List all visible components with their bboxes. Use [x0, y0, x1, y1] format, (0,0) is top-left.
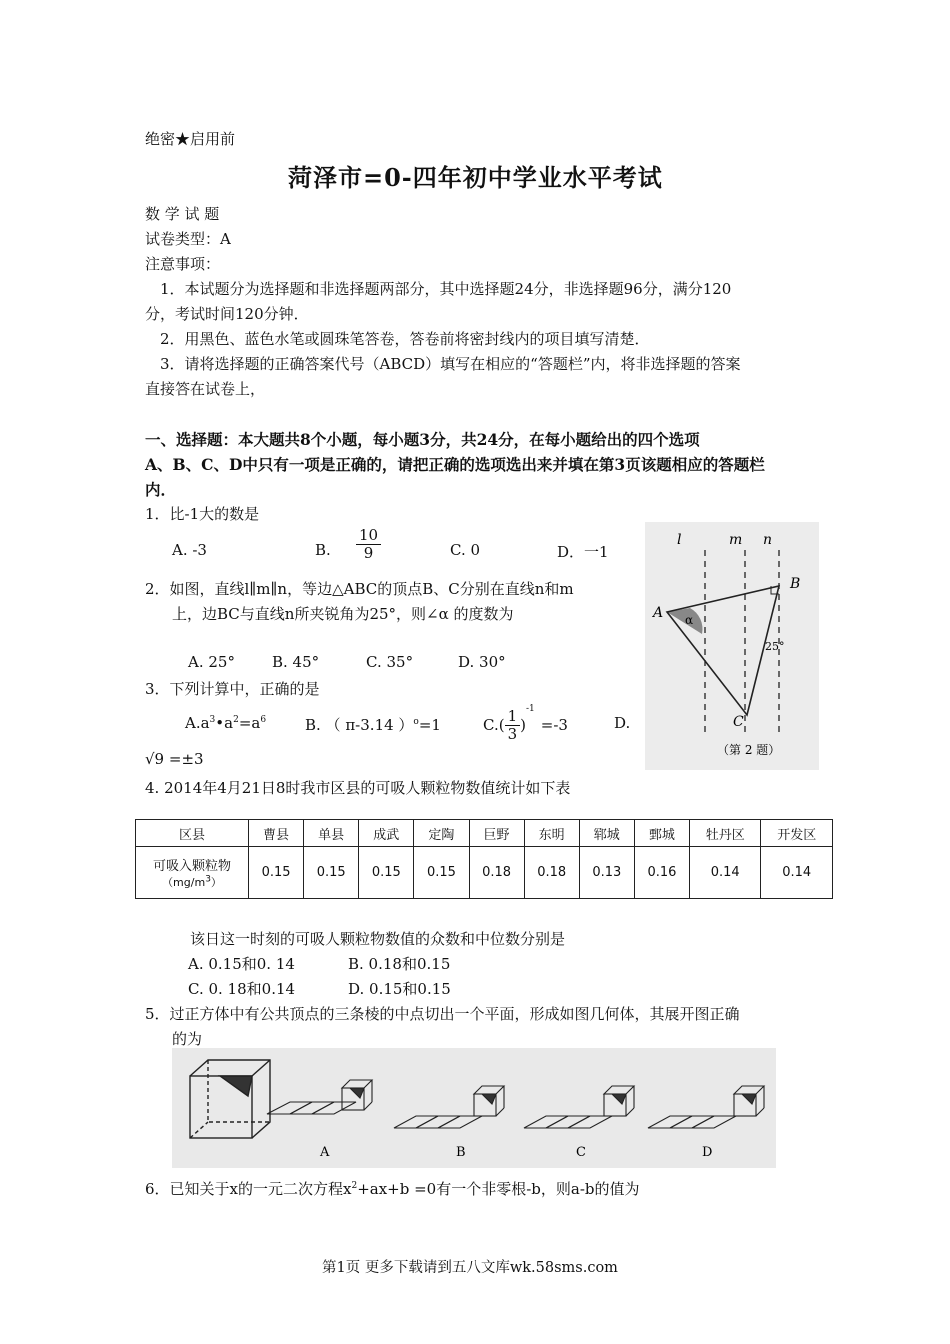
q3-option-d-label: D.: [614, 714, 631, 732]
table-row-label: [136, 847, 249, 899]
q3-c-part: C.(: [483, 716, 505, 734]
unit-part: ）: [210, 876, 222, 889]
q2-stem-line1: 2．如图，直线l∥m∥n，等边△ABC的顶点B、C分别在直线n和m: [145, 580, 574, 598]
table-cell: 0.15: [249, 847, 304, 899]
q3-c-fraction: [505, 708, 521, 742]
triangle-abc: [667, 586, 779, 715]
row-unit: [138, 874, 246, 890]
subject-label: 数 学 试 题: [145, 205, 220, 223]
table-header-cell: 郓城: [579, 820, 634, 847]
q3-a-exp: 3: [209, 715, 216, 725]
q3-option-a: [185, 714, 266, 732]
table-header-cell: 区县: [136, 820, 249, 847]
table-cell: 0.16: [634, 847, 689, 899]
q5-stem-line1: 5．过正方体中有公共顶点的三条棱的中点切出一个平面，形成如图几何体，其展开图正确: [145, 1005, 740, 1023]
label-25-degrees: 25°: [765, 640, 785, 653]
q3-b-exp: o: [413, 717, 419, 727]
table-header-cell: 开发区: [761, 820, 833, 847]
unit-part: （mg/m: [162, 876, 206, 889]
note-line: 直接答在试卷上，: [145, 380, 266, 398]
label-l: l: [677, 532, 682, 548]
q1-option-c: C. 0: [450, 541, 481, 559]
note-line: 分，考试时间120分钟．: [145, 305, 309, 323]
cut-cube: [190, 1060, 270, 1138]
q3-b-part: =1: [418, 716, 441, 734]
q2-option-b: B. 45°: [272, 653, 320, 671]
table-header-cell: 成武: [359, 820, 414, 847]
page-footer: 第1页 更多下载请到五八文库wk.58sms.com: [322, 1260, 618, 1276]
table-cell: 0.14: [690, 847, 761, 899]
q1-option-d: D．一1: [557, 543, 609, 561]
q3-stem: 3．下列计算中，正确的是: [145, 680, 320, 698]
figure-5-diagram: [172, 1048, 776, 1168]
label-b: B: [790, 576, 801, 592]
q6-exp: 2: [351, 1181, 358, 1191]
table-cell: 0.15: [359, 847, 414, 899]
label-n: n: [763, 532, 773, 548]
q5-stem-line2: 的为: [172, 1030, 203, 1048]
q3-option-b: [305, 714, 441, 735]
secret-label: 绝密★启用前: [145, 130, 236, 148]
q3-a-exp: 2: [233, 715, 239, 725]
net-label-a: A: [320, 1145, 330, 1160]
q1-stem: 1．比-1大的数是: [145, 505, 260, 523]
q4-option-a: A. 0.15和0. 14: [188, 955, 295, 973]
q1-option-b-fraction: [356, 527, 381, 561]
note-line: 1．本试题分为选择题和非选择题两部分，其中选择题24分，非选择题96分，满分120: [160, 280, 732, 298]
label-alpha: α: [685, 613, 694, 627]
q3-a-part: =a: [238, 714, 261, 732]
fraction-denominator: 9: [363, 543, 374, 562]
table-header-cell: 东明: [524, 820, 579, 847]
q3-b-part: B. （ π-3.14 ）: [305, 716, 414, 734]
q4-option-b: B. 0.18和0.15: [348, 955, 451, 973]
q2-option-a: A. 25°: [188, 653, 235, 671]
q2-stem-line2: 上，边BC与直线n所夹锐角为25°，则∠α 的度数为: [172, 605, 514, 623]
notes-heading: 注意事项：: [145, 255, 221, 273]
q1-option-a: A. -3: [172, 541, 207, 559]
unit-exp: 3: [205, 874, 211, 885]
table-cell: 0.15: [414, 847, 469, 899]
net-option-b: [394, 1086, 504, 1128]
table-cell: 0.14: [761, 847, 833, 899]
label-c: C: [733, 714, 744, 730]
fraction-numerator: 10: [356, 527, 381, 545]
q3-option-d-expr: √9 =±3: [145, 750, 204, 768]
table-header-cell: 曹县: [249, 820, 304, 847]
row-label-text: 可吸入颗粒物: [152, 859, 231, 874]
q4-option-d: D. 0.15和0.15: [348, 980, 451, 998]
q3-a-exp: 6: [260, 715, 267, 725]
q3-a-part: •a: [215, 714, 234, 732]
figure-2-caption: （第 2 题）: [717, 743, 781, 757]
label-m: m: [729, 532, 743, 548]
net-label-b: B: [456, 1145, 466, 1160]
q2-option-c: C. 35°: [366, 653, 414, 671]
table-header-cell: 鄄城: [634, 820, 689, 847]
table-header-cell: 牡丹区: [690, 820, 761, 847]
table-cell: 0.15: [304, 847, 359, 899]
note-line: 2．用黑色、蓝色水笔或圆珠笔答卷，答卷前将密封线内的项目填写清楚．: [160, 330, 650, 348]
section-heading-line: A、B、C、D中只有一项是正确的，请把正确的选项选出来并填在第3页该题相应的答题栏: [145, 455, 765, 474]
q4-question: 该日这一时刻的可吸人颗粒物数值的众数和中位数分别是: [190, 930, 566, 948]
q4-stem: 4. 2014年4月21日8时我市区县的可吸人颗粒物数值统计如下表: [145, 779, 571, 797]
section-heading-line: 内．: [145, 480, 177, 499]
table-row: [136, 847, 833, 899]
page-title: 菏泽市=0-四年初中学业水平考试: [288, 163, 663, 192]
figure-2: [645, 522, 819, 770]
q3-option-c: C.( $\frac{1}{3}$ )$^{-1}$=-3: [483, 704, 568, 743]
table-cell: 0.18: [469, 847, 524, 899]
table-header-cell: 定陶: [414, 820, 469, 847]
net-option-c: [524, 1086, 634, 1128]
net-label-d: D: [702, 1145, 713, 1160]
table-cell: 0.13: [579, 847, 634, 899]
q6-stem: [145, 1178, 640, 1199]
q2-option-d: D. 30°: [458, 653, 506, 671]
table-header-cell: 单县: [304, 820, 359, 847]
paper-type: 试卷类型：A: [145, 230, 231, 248]
q3-c-exp: -1: [525, 704, 535, 714]
fraction-numerator: 1: [505, 708, 521, 726]
q6-part: +ax+b =0有一个非零根-b，则a-b的值为: [357, 1180, 640, 1198]
net-label-c: C: [576, 1145, 586, 1160]
figure-2-diagram: [645, 522, 819, 770]
section-heading-line: 一、选择题：本大题共8个小题，每小题3分，共24分，在每小题给出的四个选项: [145, 430, 700, 449]
net-option-a: [267, 1080, 372, 1114]
q3-a-part: A.a: [185, 714, 210, 732]
q4-option-c: C. 0. 18和0.14: [188, 980, 296, 998]
table-row: [136, 820, 833, 847]
particulate-table: [135, 819, 833, 899]
q3-c-part: =-3: [540, 716, 568, 734]
fraction-denominator: 3: [507, 724, 518, 743]
table-header-cell: 巨野: [469, 820, 524, 847]
label-a: A: [653, 605, 664, 621]
table-cell: 0.18: [524, 847, 579, 899]
q6-part: 6．已知关于x的一元二次方程x: [145, 1180, 352, 1198]
note-line: 3．请将选择题的正确答案代号（ABCD）填写在相应的“答题栏”内，将非选择题的答案: [160, 355, 741, 373]
figure-5: [172, 1048, 776, 1168]
q1-option-b-label: B.: [315, 541, 331, 559]
net-option-d: [648, 1086, 764, 1128]
